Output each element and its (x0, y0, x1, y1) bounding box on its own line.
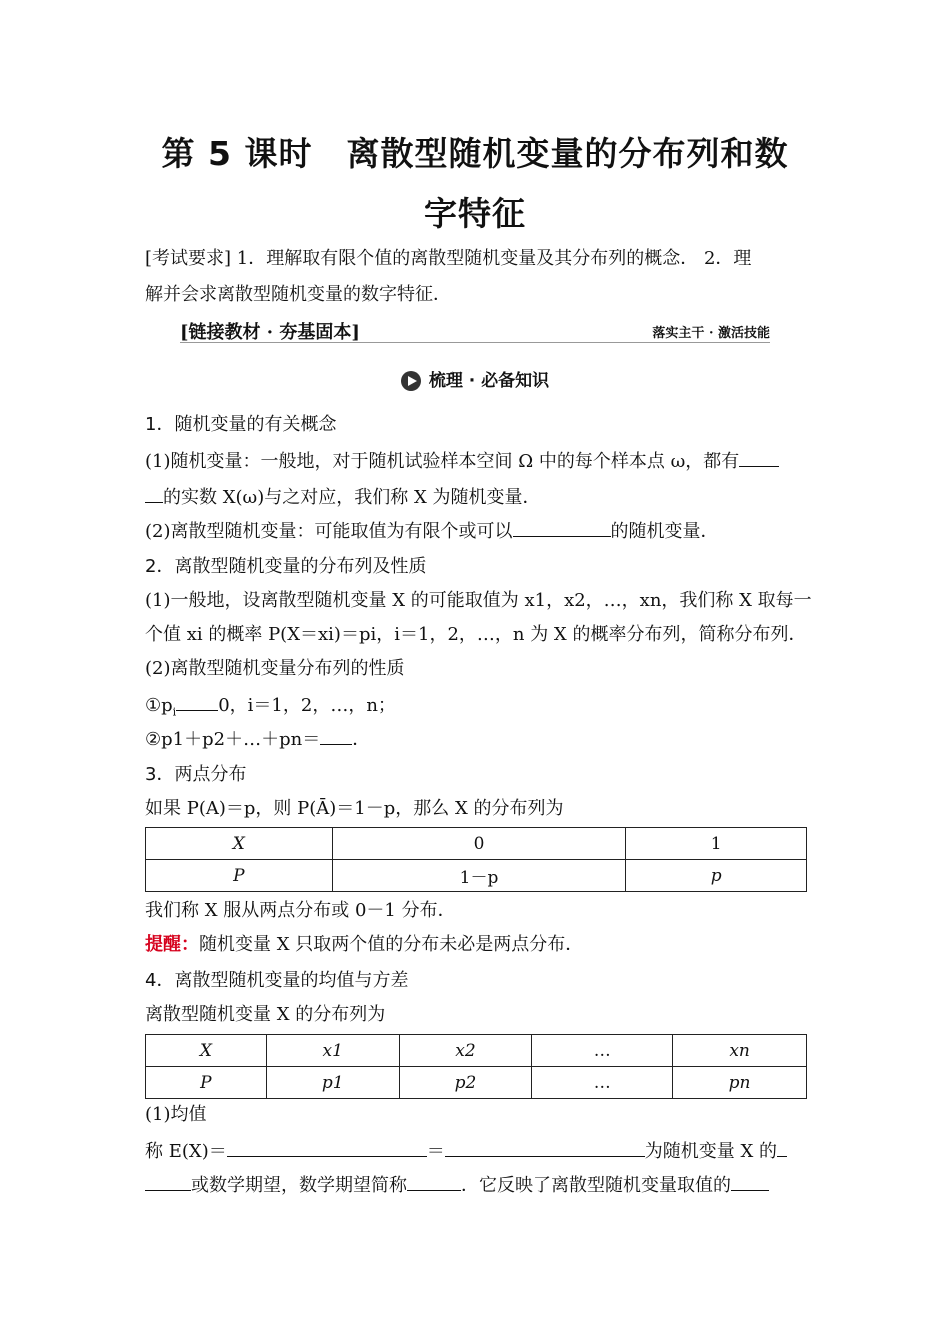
s1-p2a-text: (2)离散型随机变量：可能取值为有限个或可以 (145, 521, 513, 542)
table-cell: p (626, 860, 807, 892)
s2-p1b: 个值 xi 的概率 P(X＝xi)＝pi，i＝1，2，…，n 为 X 的概率分布列，简称分布列． (145, 624, 807, 645)
s4-p2b-text: ＝ (426, 1141, 445, 1162)
tip-label: 提醒： (145, 934, 199, 955)
subheading (0, 366, 950, 391)
table-row (146, 1067, 807, 1099)
subheading-text: 梳理 · 必备知识 (428, 371, 550, 391)
table-row (146, 860, 807, 892)
requirements-text1: 1．理解取有限个值的离散型随机变量及其分布列的概念． 2．理 (236, 248, 752, 269)
banner-left: [链接教材 · 夯基固本] (180, 322, 360, 343)
page-title-line1: 第 5 课时 离散型随机变量的分布列和数 (161, 134, 789, 173)
blank (145, 482, 163, 503)
requirements-line2: 解并会求离散型随机变量的数字特征． (145, 284, 451, 305)
page-title-line2: 字特征 (424, 194, 526, 233)
s4-p1: (1)均值 (145, 1104, 207, 1125)
play-icon (401, 371, 421, 391)
table-cell: 1 (626, 828, 807, 860)
s1-heading: 1．随机变量的有关概念 (145, 414, 337, 435)
blank (739, 446, 779, 467)
s2-p3a-text: ①p (145, 695, 173, 716)
blank (445, 1136, 645, 1157)
s2-p4b-text: ． (352, 729, 371, 750)
table-cell: X (146, 1035, 267, 1067)
table-cell: x1 (266, 1035, 399, 1067)
section-banner (180, 318, 770, 343)
blank (320, 724, 352, 745)
table-cell: 0 (332, 828, 626, 860)
s1-p1a (145, 446, 810, 477)
blank (145, 1170, 191, 1191)
s2-p3: $①p_i$ 0，i＝1，2，…，n； (145, 690, 810, 728)
s3-tip (145, 930, 810, 960)
banner-right: 落实主干 · 激活技能 (652, 326, 770, 341)
s1-p1a-text: (1)随机变量：一般地，对于随机试验样本空间 Ω 中的每个样本点 ω，都有 (145, 451, 740, 472)
table-cell: p1 (266, 1067, 399, 1099)
table-cell: x2 (399, 1035, 532, 1067)
table-cell: xn (673, 1035, 807, 1067)
s1-p1b (145, 482, 810, 513)
s2-p2: (2)离散型随机变量分布列的性质 (145, 658, 405, 679)
s4-p2 (145, 1136, 810, 1167)
requirements-line1 (145, 244, 810, 274)
s2-p4a-text: ②p1＋p2＋…＋pn＝ (145, 729, 321, 750)
two-point-table (145, 827, 807, 892)
table-cell: X (146, 828, 333, 860)
table-cell: p2 (399, 1067, 532, 1099)
table-cell: pn (673, 1067, 807, 1099)
s2-p4 (145, 724, 810, 755)
s4-intro: 离散型随机变量 X 的分布列为 (145, 1004, 386, 1025)
s4-p2a-text: 称 E(X)＝ (145, 1141, 227, 1162)
blank (731, 1170, 769, 1191)
blank (176, 690, 218, 711)
s4-p2c-text: 为随机变量 X 的 (644, 1141, 777, 1162)
s4-heading: 4．离散型随机变量的均值与方差 (145, 970, 409, 991)
s4-p3 (145, 1170, 810, 1201)
table-row (146, 1035, 807, 1067)
blank (777, 1136, 787, 1157)
distribution-table (145, 1034, 807, 1099)
s3-after: 我们称 X 服从两点分布或 0－1 分布． (145, 900, 456, 921)
blank (513, 516, 611, 537)
s3-heading: 3．两点分布 (145, 764, 247, 785)
s1-p2 (145, 516, 810, 547)
tip-text: 随机变量 X 只取两个值的分布未必是两点分布． (199, 934, 584, 955)
blank (227, 1136, 427, 1157)
s2-p3b-text: 0，i＝1，2，…，n； (218, 695, 396, 716)
table-cell: P (146, 1067, 267, 1099)
table-cell: 1－p (332, 860, 626, 892)
table-cell: … (532, 1035, 673, 1067)
s2-p1a: (1)一般地，设离散型随机变量 X 的可能取值为 x1，x2，…，xn，我们称 X 取每一 (145, 590, 812, 611)
blank (407, 1170, 461, 1191)
table-cell: P (146, 860, 333, 892)
s2-heading: 2．离散型随机变量的分布列及性质 (145, 556, 427, 577)
table-row (146, 828, 807, 860)
s4-p3a-text: 或数学期望，数学期望简称 (191, 1175, 407, 1196)
table-cell: … (532, 1067, 673, 1099)
s1-p1b-text: 的实数 X(ω)与之对应，我们称 X 为随机变量． (163, 487, 541, 508)
requirements-label: [考试要求] (145, 248, 232, 269)
s4-p3b-text: ．它反映了离散型随机变量取值的 (461, 1175, 731, 1196)
s3-intro: 如果 P(A)＝p，则 P(Ā)＝1－p，那么 X 的分布列为 (145, 798, 564, 819)
s1-p2b-text: 的随机变量． (610, 521, 719, 542)
